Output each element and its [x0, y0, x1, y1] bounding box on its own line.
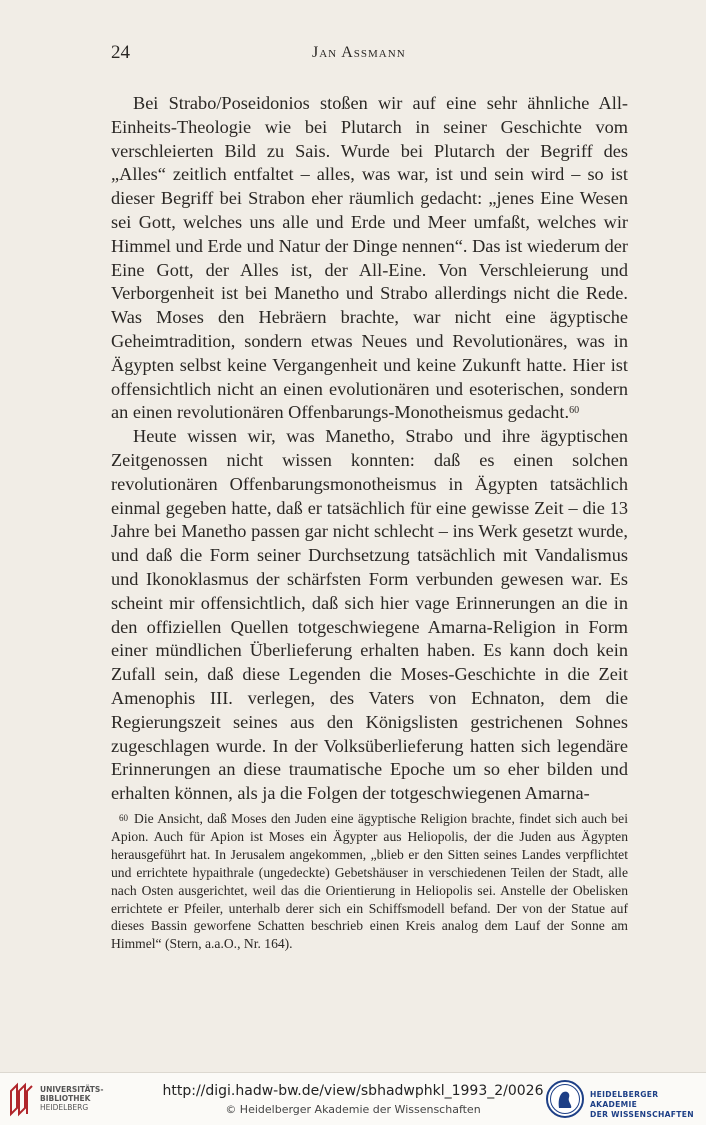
running-head: Jan Assmann [312, 44, 406, 61]
academy-name-line: DER WISSENSCHAFTEN [590, 1110, 694, 1119]
paragraph-text: Bei Strabo/Poseidonios stoßen wir auf eine sehr ähnliche All-Einheits-Theologie wie bei Plutarch in seiner Geschichte vom verschleierten Bild zu Sais. Wurde bei Plutarch der Begriff des „Alles“ zeitlich entfaltet – alles, was war, ist und sein wird – so ist dieser Begriff bei Strabon eher räumlich gedacht: „jenes Eine Wesen sei Gott, welches uns alle und Erde und Meer umfaßt, welches wir Himmel und Erde und Natur der Dinge nennen“. Das ist wiederum der Eine Gott, der Alles ist, der All-Eine. Von Verschleierung und Verborgenheit ist bei Manetho und Strabo allerdings nicht die Rede. Was Moses den Hebräern brachte, war nicht eine ägyptische Geheimtradition, sondern etwas Neues und Revolutionäres, was in Ägypten selbst keine Vergangenheit und keine Zukunft hatte. Hier ist offensichtlich nicht an einen evolutionären und esoterischen, sondern an einen revolutionären Offenbarungs-Monotheismus gedacht. [111, 93, 628, 423]
footnote-text: Die Ansicht, daß Moses den Juden eine ägyptische Religion brachte, findet sich auch bei Apion. Auch für Apion ist Moses ein Ägypter aus Heliopolis, der die Juden aus Ägypten herausgeführt hat. In Jerusalem angekommen, „blieb er den Sitten seines Landes verpflichtet und errichtete hypaithrale (ungedeckte) Gebetshäuser in verschiedenen Teilen der Stadt, alle nach Osten ausgerichtet, weil das die Orientierung in Heliopolis sei. Anstelle der Obelisken errichtete er Pfeiler, unterhalb derer sich ein Schiffsmodell befand. Der von der Statue auf dieses Bassin geworfene Schatten beschrieb einen Kreis analog dem Lauf der Sonne am Himmel“ (Stern, a.a.O., Nr. 164). [111, 811, 628, 952]
footnote-mark: 60 [119, 813, 128, 823]
academy-name-line: HEIDELBERGER AKADEMIE [590, 1090, 659, 1109]
footnotes [111, 810, 628, 953]
viewer-footer [0, 1072, 706, 1125]
footnote [111, 810, 628, 953]
library-name-line: BIBLIOTHEK [40, 1094, 91, 1103]
library-name-line: UNIVERSITÄTS- [40, 1085, 104, 1094]
copyright-notice: © Heidelberger Akademie der Wissenschaften [225, 1103, 481, 1116]
footnote-reference[interactable]: 60 [569, 405, 580, 417]
library-name-line: HEIDELBERG [40, 1103, 89, 1112]
body-text [111, 92, 628, 806]
permalink-url[interactable]: http://digi.hadw-bw.de/view/sbhadwphkl_1993_2/0026 [162, 1083, 544, 1099]
academy-seal-icon[interactable] [545, 1079, 585, 1119]
paragraph [111, 92, 628, 425]
paragraph-text: Heute wissen wir, was Manetho, Strabo und ihre ägyptischen Zeitgenossen nicht wissen konnten: daß es einen solchen revolutionären Offenbarungsmonotheismus in Ägypten tatsächlich einmal gegeben hatte, daß er tatsächlich für eine gewisse Zeit – die 13 Jahre bei Manetho passen gar nicht schlecht – ins Werk gesetzt wurde, und daß die Form seiner Durchsetzung tatsächlich mit Vandalismus und Ikonoklasmus der schärfsten Form verbunden gewesen war. Es scheint mir offensichtlich, daß sich hier vage Erinnerungen an die in den offiziellen Quellen totgeschwiegene Amarna-Religion in Form einer mündlichen Überlieferung erhalten haben. Es kann doch kein Zufall sein, daß diese Legenden die Moses-Geschichte in die Zeit Amenophis III. verlegen, des Vaters von Echnaton, dem die Regierungszeit seines aus den Königslisten gestrichenen Sohnes zugeschlagen wurde. In der Volksüberlieferung hatten sich legendäre Erinnerungen an diese traumatische Epoche um so eher bilden und erhalten können, als ja die Folgen der totgeschwiegenen Amarna- [111, 426, 628, 804]
paragraph [111, 425, 628, 806]
page-number: 24 [111, 42, 130, 63]
academy-name[interactable] [590, 1090, 706, 1120]
